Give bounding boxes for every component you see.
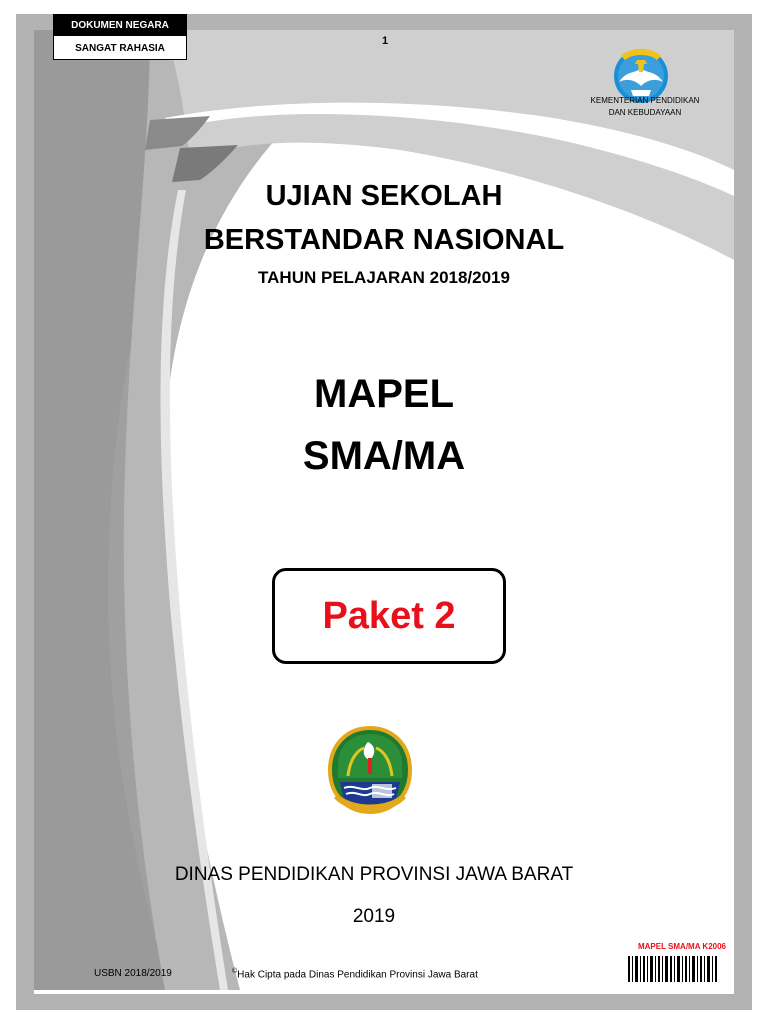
issuer-name: DINAS PENDIDIKAN PROVINSI JAWA BARAT — [174, 864, 574, 885]
document-code: MAPEL SMA/MA K2006 — [637, 942, 726, 951]
footer-copyright — [232, 968, 478, 980]
ministry-line2: DAN KEBUDAYAAN — [608, 108, 682, 117]
classification-bottom: SANGAT RAHASIA — [75, 42, 165, 54]
exam-title-line2: BERSTANDAR NASIONAL — [203, 224, 565, 256]
package-box — [272, 568, 506, 664]
ministry-line1: KEMENTERIAN PENDIDIKAN — [590, 96, 700, 105]
jawa-barat-emblem — [324, 724, 416, 816]
footer-exam-code: USBN 2018/2019 — [94, 968, 172, 979]
package-label: Paket 2 — [322, 594, 456, 637]
copyright-symbol: © — [232, 968, 238, 975]
ministry-name — [580, 95, 710, 119]
classification-top: DOKUMEN NEGARA — [54, 15, 186, 36]
barcode-icon — [628, 956, 720, 982]
subject-label: MAPEL — [314, 372, 454, 416]
school-level: SMA/MA — [302, 434, 466, 478]
exam-title-line1: UJIAN SEKOLAH — [265, 180, 503, 212]
issue-year: 2019 — [352, 906, 396, 927]
academic-year: TAHUN PELAJARAN 2018/2019 — [258, 268, 510, 287]
classification-box — [53, 14, 187, 60]
page-number: 1 — [381, 35, 389, 47]
copyright-text: Hak Cipta pada Dinas Pendidikan Provinsi Jawa Barat — [237, 969, 478, 981]
